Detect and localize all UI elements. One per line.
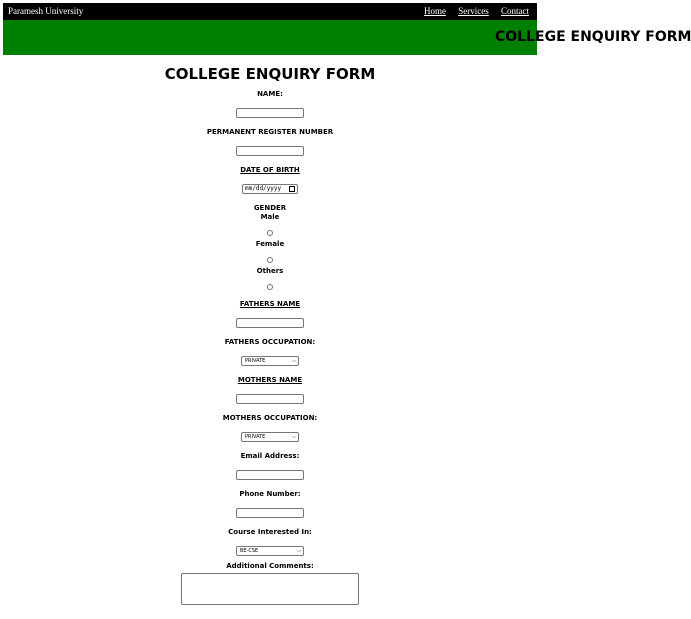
dob-date-input[interactable]: [242, 184, 298, 194]
gender-female-radio[interactable]: [267, 257, 273, 263]
mothers-name-label: MOTHERS NAME: [237, 376, 303, 384]
fathers-occupation-field-group: [0, 338, 540, 366]
comments-label: Additional Comments:: [226, 562, 314, 570]
course-select[interactable]: [236, 546, 304, 556]
fathers-occupation-label: FATHERS OCCUPATION:: [224, 338, 316, 346]
mothers-name-field-group: [0, 376, 540, 404]
banner-marquee-text: COLLEGE ENQUIRY FORM: [495, 29, 691, 45]
course-label: Course Interested In:: [228, 528, 312, 536]
chevron-down-icon: ⌵: [292, 358, 296, 364]
fathers-name-label: FATHERS NAME: [239, 300, 301, 308]
gender-label: GENDER: [253, 204, 287, 212]
fathers-name-field-group: [0, 300, 540, 328]
mothers-name-input[interactable]: [236, 394, 304, 404]
gender-male-radio[interactable]: [267, 230, 273, 236]
gender-others-radio[interactable]: [267, 284, 273, 290]
nav-home-link[interactable]: Home: [424, 6, 446, 16]
gender-option-male: [0, 213, 540, 240]
dob-label: DATE OF BIRTH: [240, 166, 300, 174]
name-input[interactable]: [236, 108, 304, 118]
gender-option-others: [0, 267, 540, 294]
comments-field-group: [0, 562, 540, 609]
gender-others-label: Others: [256, 267, 284, 275]
mothers-occupation-value: PRIVATE: [245, 434, 266, 440]
phone-field-group: [0, 490, 540, 518]
course-value: BE-CSE: [240, 548, 259, 554]
calendar-icon: [289, 186, 295, 192]
email-field-group: [0, 452, 540, 480]
fathers-occupation-value: PRIVATE: [245, 358, 266, 364]
nav-contact-link[interactable]: Contact: [501, 6, 529, 16]
prn-field-group: [0, 128, 540, 156]
gender-male-label: Male: [260, 213, 280, 221]
course-field-group: [0, 528, 540, 556]
prn-input[interactable]: [236, 146, 304, 156]
mothers-occupation-label: MOTHERS OCCUPATION:: [222, 414, 318, 422]
mothers-occupation-select[interactable]: [241, 432, 299, 442]
top-navbar: [3, 3, 537, 20]
chevron-down-icon: ⌵: [292, 434, 296, 440]
green-banner: [3, 20, 691, 55]
gender-option-female: [0, 240, 540, 267]
mothers-occupation-field-group: [0, 414, 540, 442]
name-field-group: [0, 90, 540, 118]
prn-label: PERMANENT REGISTER NUMBER: [206, 128, 334, 136]
gender-field-group: [0, 204, 540, 294]
brand-name: Paramesh University: [8, 6, 84, 16]
dob-placeholder: mm/dd/yyyy: [245, 185, 282, 192]
gender-female-label: Female: [255, 240, 285, 248]
nav-links: [414, 6, 529, 16]
name-label: NAME:: [257, 90, 283, 98]
enquiry-form: [0, 90, 540, 619]
dob-field-group: [0, 166, 540, 194]
email-label: Email Address:: [240, 452, 300, 460]
phone-input[interactable]: [236, 508, 304, 518]
comments-textarea[interactable]: [181, 573, 359, 605]
email-input[interactable]: [236, 470, 304, 480]
fathers-name-input[interactable]: [236, 318, 304, 328]
nav-services-link[interactable]: Services: [458, 6, 489, 16]
fathers-occupation-select[interactable]: [241, 356, 299, 366]
page-title: COLLEGE ENQUIRY FORM: [164, 65, 376, 83]
phone-label: Phone Number:: [239, 490, 301, 498]
chevron-down-icon: ⌵: [297, 548, 301, 554]
